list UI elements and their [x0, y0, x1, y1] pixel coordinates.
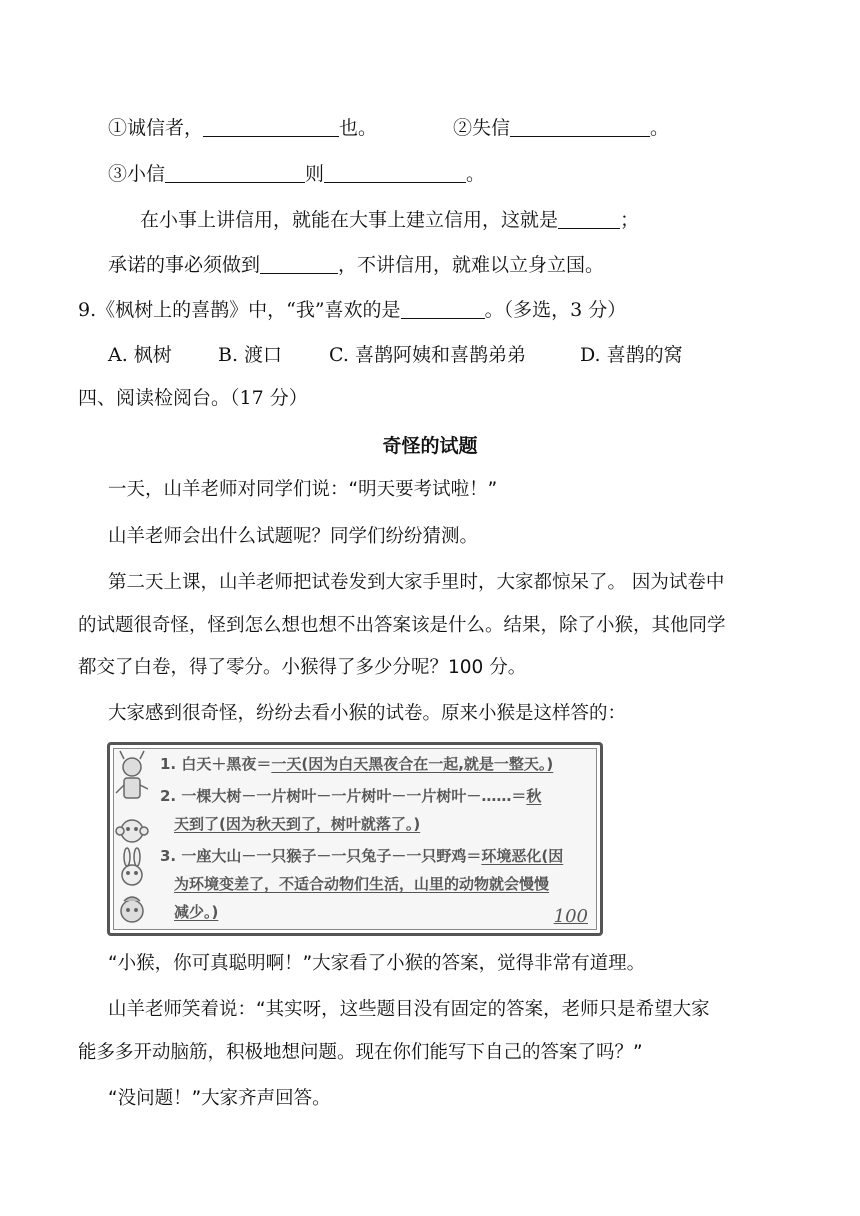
- q8-text: 也。: [339, 117, 378, 139]
- answer-text: 为环境变差了，不适合动物们生活，山里的动物就会慢慢: [174, 875, 550, 893]
- story-paragraph-7: “没问题！”大家齐声回答。: [108, 1088, 331, 1109]
- score-mark: [554, 906, 588, 927]
- q8-text: 则: [305, 163, 325, 185]
- answer-text: 环境恶化(因: [481, 847, 564, 865]
- q8-text: ③小信: [108, 163, 166, 185]
- q8-line-4: [108, 253, 604, 277]
- answer-row-4: [160, 845, 563, 866]
- answer-blank[interactable]: [203, 116, 339, 137]
- story-paragraph-6a: 山羊老师笑着说：“其实呀，这些题目没有固定的答案，老师只是希望大家: [108, 999, 710, 1020]
- answer-blank[interactable]: [260, 253, 338, 274]
- section-heading: 四、阅读检阅台。（17 分）: [78, 387, 308, 409]
- score-text: 100: [553, 906, 588, 927]
- q8-line-3: [140, 208, 639, 232]
- q8-line-1: [108, 116, 377, 140]
- story-title: 奇怪的试题: [382, 435, 478, 457]
- q9-option-b[interactable]: B. 渡口: [218, 344, 283, 366]
- answer-row-1: [160, 753, 553, 774]
- q8-text: 承诺的事必须做到: [108, 254, 261, 276]
- q9-text: 9.《枫树上的喜鹊》中，“我”喜欢的是: [78, 299, 401, 321]
- story-paragraph-5: “小猴，你可真聪明啊！”大家看了小猴的答案，觉得非常有道理。: [108, 953, 646, 974]
- q8-text: 。: [650, 117, 670, 139]
- answer-text: 秋: [526, 787, 542, 805]
- q8-text: 。: [466, 163, 486, 185]
- answer-row-2: [160, 785, 541, 806]
- answer-text: 减少。): [174, 903, 219, 921]
- story-paragraph-3c: 都交了白卷，得了零分。小猴得了多少分呢？100 分。: [78, 657, 527, 678]
- answer-text: 1. 白天＋黑夜＝: [160, 755, 272, 773]
- q9-option-d[interactable]: D. 喜鹊的窝: [580, 344, 683, 366]
- q8-text: 在小事上讲信用，就能在大事上建立信用，这就是: [140, 209, 559, 231]
- answer-text: 3. 一座大山－一只猴子－一只兔子－一只野鸡＝: [160, 847, 482, 865]
- story-paragraph-3b: 的试题很奇怪，怪到怎么想也想不出答案该是什么。结果，除了小猴，其他同学: [78, 615, 726, 636]
- q9-option-a[interactable]: A. 枫树: [108, 344, 172, 366]
- story-paragraph-2: 山羊老师会出什么试题呢？同学们纷纷猜测。: [108, 526, 479, 547]
- answer-blank[interactable]: [510, 116, 650, 137]
- story-paragraph-1: 一天，山羊老师对同学们说：“明天要考试啦！”: [108, 479, 498, 500]
- q8-line-1b: [453, 116, 669, 140]
- story-paragraph-4: 大家感到很奇怪，纷纷去看小猴的试卷。原来小猴是这样答的：: [108, 703, 627, 724]
- answer-sheet-illustration: [107, 742, 603, 936]
- answer-row-3: [174, 813, 420, 834]
- story-paragraph-6b: 能多多开动脑筋，积极地想问题。现在你们能写下自己的答案了吗？”: [78, 1042, 643, 1063]
- q8-text: ；: [620, 209, 640, 231]
- q8-text: ①诚信者，: [108, 117, 204, 139]
- answer-blank[interactable]: [324, 162, 466, 183]
- q8-text: ②失信: [453, 117, 511, 139]
- answer-text: 天到了(因为秋天到了，树叶就落了。): [174, 815, 421, 833]
- answer-row-5: [174, 873, 549, 894]
- q9-option-c[interactable]: C. 喜鹊阿姨和喜鹊弟弟: [329, 344, 526, 366]
- story-paragraph-3a: 第二天上课，山羊老师把试卷发到大家手里时，大家都惊呆了。 因为试卷中: [108, 572, 725, 593]
- q9-stem: [78, 298, 626, 322]
- q9-text: 。（多选，3 分）: [484, 299, 627, 321]
- animal-doodles-icon: [110, 745, 156, 933]
- answer-blank[interactable]: [558, 208, 620, 229]
- answer-row-6: [174, 901, 218, 922]
- answer-blank[interactable]: [165, 162, 305, 183]
- answer-text: 一天(因为白天黑夜合在一起,就是一整天。): [271, 755, 554, 773]
- answer-text: 2. 一棵大树－一片树叶－一片树叶－一片树叶－……＝: [160, 787, 527, 805]
- answer-blank[interactable]: [401, 298, 485, 319]
- q8-text: ，不讲信用，就难以立身立国。: [338, 254, 605, 276]
- q8-line-2: [108, 162, 485, 186]
